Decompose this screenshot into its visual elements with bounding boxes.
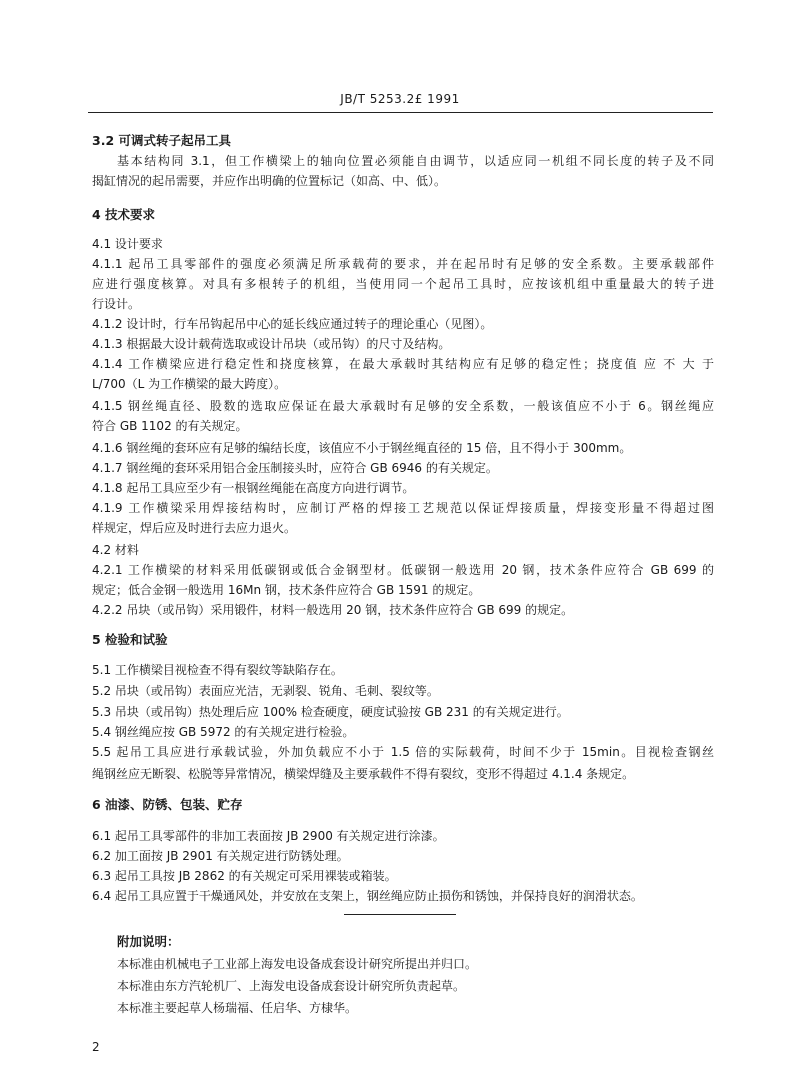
standard-code-header: JB/T 5253.2£ 1991 <box>340 92 460 106</box>
clause-4-1-7: 4.1.7 钢丝绳的套环采用铝合金压制接头时，应符合 GB 6946 的有关规定。 <box>92 461 498 475</box>
clause-4-1-8: 4.1.8 起吊工具应至少有一根钢丝绳能在高度方向进行调节。 <box>92 481 415 495</box>
clause-5-2: 5.2 吊块（或吊钩）表面应光洁，无剥裂、锐角、毛刺、裂纹等。 <box>92 684 439 698</box>
section-4-title: 4 技术要求 <box>92 207 156 222</box>
clause-4-1-1-line-3: 行设计。 <box>92 297 141 311</box>
notes-divider <box>344 914 456 915</box>
clause-4-1-5-line-1: 4.1.5 钢丝绳直径、股数的选取应保证在最大承载时有足够的安全系数，一般该值应不小于 6。钢丝绳应 <box>92 399 714 413</box>
clause-4-1-1-line-1: 4.1.1 起吊工具零部件的强度必须满足所承载荷的要求，并在起吊时有足够的安全系数。主要承载部件 <box>92 257 714 271</box>
clause-4-1-9-line-2: 样规定，焊后应及时进行去应力退火。 <box>92 521 297 535</box>
clause-4-1-3: 4.1.3 根据最大设计载荷选取或设计吊块（或吊钩）的尺寸及结构。 <box>92 337 451 351</box>
section-3-2-line-1: 基本结构同 3.1，但工作横梁上的轴向位置必须能自由调节，以适应同一机组不同长度的转子及不同 <box>117 154 714 168</box>
note-2: 本标准由东方汽轮机厂、上海发电设备成套设计研究所负责起草。 <box>117 979 466 993</box>
clause-4-1-6: 4.1.6 钢丝绳的套环应有足够的编结长度，该值应不小于钢丝绳直径的 15 倍，且不得小于 300mm。 <box>92 441 632 455</box>
clause-5-5-line-2: 绳钢丝应无断裂、松脱等异常情况，横梁焊缝及主要承载件不得有裂纹，变形不得超过 4.1.4 条规定。 <box>92 767 635 781</box>
page-number: 2 <box>92 1040 100 1054</box>
section-6-title: 6 油漆、防锈、包装、贮存 <box>92 797 243 812</box>
section-4-1-title: 4.1 设计要求 <box>92 237 163 251</box>
clause-5-4: 5.4 钢丝绳应按 GB 5972 的有关规定进行检验。 <box>92 725 355 739</box>
section-3-2-title: 3.2 可调式转子起吊工具 <box>92 133 231 148</box>
clause-6-2: 6.2 加工面按 JB 2901 有关规定进行防锈处理。 <box>92 849 349 863</box>
section-3-2-line-2: 揭缸情况的起吊需要，并应作出明确的位置标记（如高、中、低）。 <box>92 174 447 188</box>
clause-5-5-line-1: 5.5 起吊工具应进行承载试验，外加负载应不小于 1.5 倍的实际载荷，时间不少于 15min。目视检查钢丝 <box>92 745 714 759</box>
clause-6-4: 6.4 起吊工具应置于干燥通风处，并安放在支架上，钢丝绳应防止损伤和锈蚀，并保持良好的润滑状态。 <box>92 889 643 903</box>
clause-4-1-9-line-1: 4.1.9 工作横梁采用焊接结构时，应制订严格的焊接工艺规范以保证焊接质量，焊接变形量不得超过图 <box>92 501 714 515</box>
section-4-2-title: 4.2 材料 <box>92 543 139 557</box>
clause-4-1-4-line-1: 4.1.4 工作横梁应进行稳定性和挠度核算，在最大承载时其结构应有足够的稳定性；挠度值 应 不 大 于 <box>92 357 714 371</box>
clause-4-2-1-line-2: 规定；低合金钢一般选用 16Mn 钢，技术条件应符合 GB 1591 的规定。 <box>92 583 481 597</box>
header-rule <box>88 112 713 113</box>
clause-4-2-1-line-1: 4.2.1 工作横梁的材料采用低碳钢或低合金钢型材。低碳钢一般选用 20 钢，技术条件应符合 GB 699 的 <box>92 563 714 577</box>
clause-4-1-1-line-2: 应进行强度核算。对具有多根转子的机组，当使用同一个起吊工具时，应按该机组中重量最大的转子进 <box>92 277 714 291</box>
clause-5-3: 5.3 吊块（或吊钩）热处理后应 100% 检查硬度，硬度试验按 GB 231 的有关规定进行。 <box>92 705 569 719</box>
note-3: 本标准主要起草人杨瑞福、任启华、方棣华。 <box>117 1001 358 1015</box>
clause-6-1: 6.1 起吊工具零部件的非加工表面按 JB 2900 有关规定进行涂漆。 <box>92 829 445 843</box>
clause-6-3: 6.3 起吊工具按 JB 2862 的有关规定可采用裸装或箱装。 <box>92 869 397 883</box>
notes-title: 附加说明： <box>117 934 180 949</box>
clause-4-1-4-line-2: L/700（L 为工作横梁的最大跨度）。 <box>92 377 287 391</box>
clause-4-2-2: 4.2.2 吊块（或吊钩）采用锻件，材料一般选用 20 钢，技术条件应符合 GB 699 的规定。 <box>92 603 574 617</box>
clause-4-1-2: 4.1.2 设计时，行车吊钩起吊中心的延长线应通过转子的理论重心（见图）。 <box>92 317 493 331</box>
note-1: 本标准由机械电子工业部上海发电设备成套设计研究所提出并归口。 <box>117 957 478 971</box>
clause-5-1: 5.1 工作横梁目视检查不得有裂纹等缺陷存在。 <box>92 663 343 677</box>
clause-4-1-5-line-2: 符合 GB 1102 的有关规定。 <box>92 419 248 433</box>
section-5-title: 5 检验和试验 <box>92 632 168 647</box>
